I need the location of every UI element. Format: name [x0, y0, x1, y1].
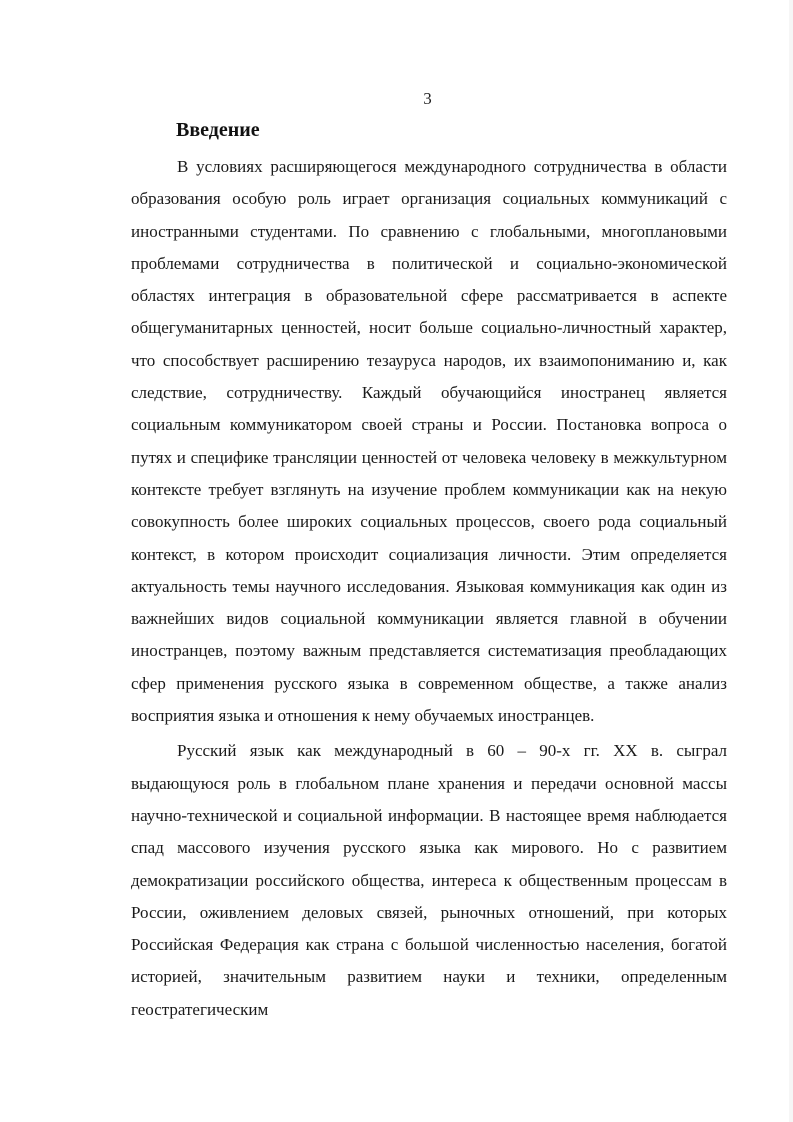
section-heading: Введение [176, 119, 260, 141]
scan-edge [789, 0, 793, 1122]
paragraph-1: В условиях расширяющегося международного сотрудничества в области образования особую роль играет организация социальных коммуникаций с иностранными студентами. По сравнению с глобальными, многоплановыми проблемами сотрудничества в политической и социально-экономической областях интеграция в образовательной сфере рассматривается в аспекте общегуманитарных ценностей, носит больше социально-личностный характер, что способствует расширению тезауруса народов, их взаимопониманию и, как следствие, сотрудничеству. Каждый обучающийся иностранец является социальным коммуникатором своей страны и России. Постановка вопроса о путях и специфике трансляции ценностей от человека человеку в межкультурном контексте требует взглянуть на изучение проблем коммуникации как на некую совокупность более широких социальных процессов, своего рода социальный контекст, в котором происходит социализация личности. Этим определяется актуальность темы научного исследования. Языковая коммуникация как один из важнейших видов социальной коммуникации является главной в обучении иностранцев, поэтому важным представляется систематизация преобладающих сфер применения русского языка в современном обществе, а также анализ восприятия языка и отношения к нему обучаемых иностранцев. [131, 157, 727, 726]
body-text [131, 151, 727, 1026]
paragraph-2: Русский язык как международный в 60 – 90-х гг. XX в. сыграл выдающуюся роль в глобальном плане хранения и передачи основной массы научно-технической и социальной информации. В настоящее время наблюдается спад массового изучения русского языка как мирового. Но с развитием демократизации российского общества, интереса к общественным процессам в России, оживлением деловых связей, рыночных отношений, при которых Российская Федерация как страна с большой численностью населения, богатой историей, значительным развитием науки и техники, определенным геостратегическим [131, 741, 727, 1019]
page-number: 3 [423, 89, 432, 108]
